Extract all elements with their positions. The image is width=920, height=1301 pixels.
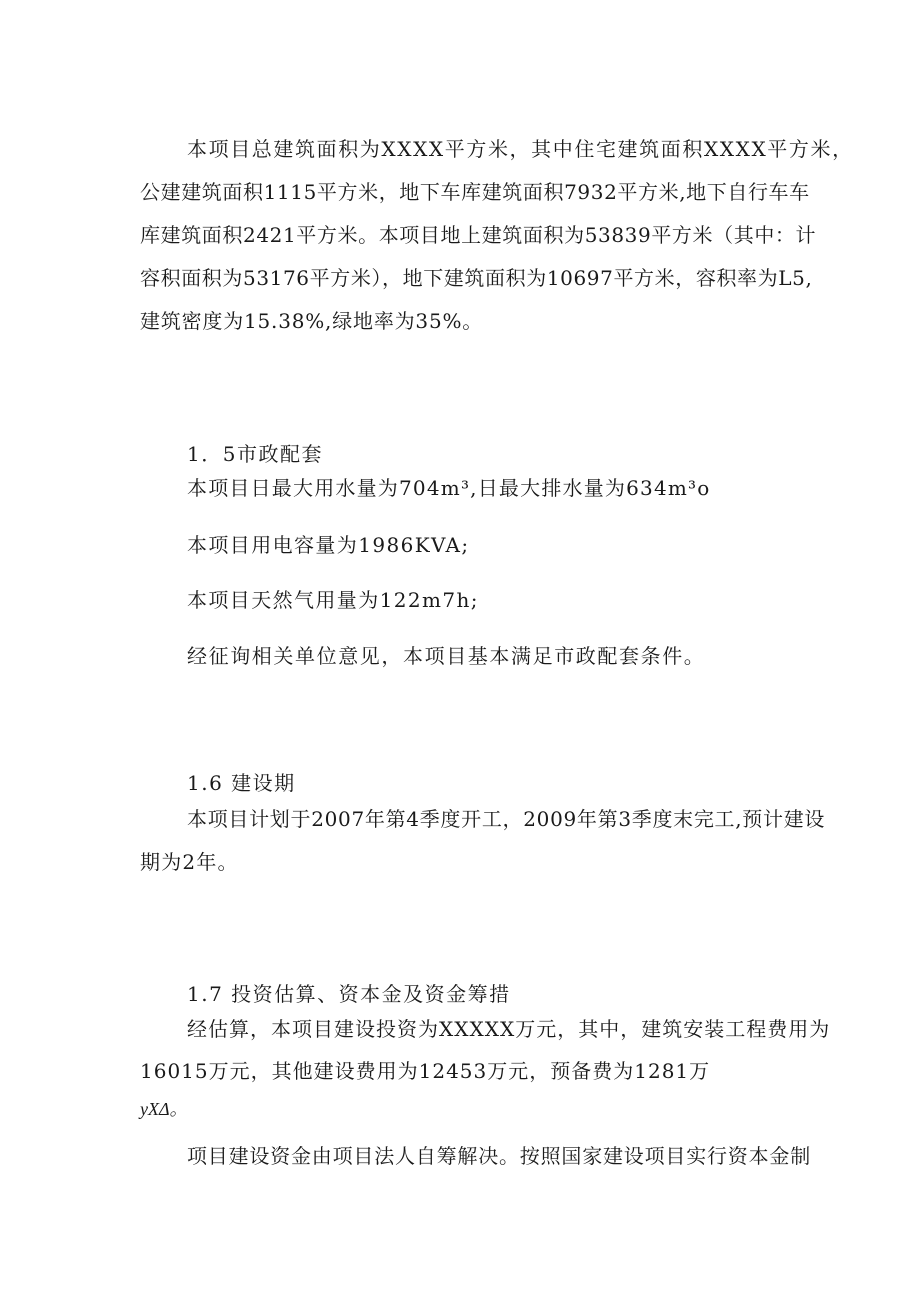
paragraph-line: 项目建设资金由项目法人自筹解决。按照国家建设项目实行资本金制 bbox=[187, 1144, 811, 1168]
paragraph-line: 公建建筑面积1115平方米，地下车库建筑面积7932平方米,地下自行车车 bbox=[140, 180, 810, 204]
paragraph-line: 建筑密度为15.38%,绿地率为35%。 bbox=[140, 309, 484, 333]
paragraph-line: 本项目计划于2007年第4季度开工，2009年第3季度末完工,预计建设 bbox=[187, 807, 826, 831]
paragraph-line: 本项目日最大用水量为704m³,日最大排水量为634m³o bbox=[187, 476, 711, 500]
paragraph-line: 本项目总建筑面积为XXXX平方米，其中住宅建筑面积XXXX平方米， bbox=[187, 137, 854, 161]
paragraph-line: 本项目天然气用量为122m7h; bbox=[187, 588, 479, 612]
paragraph-line: 16015万元，其他建设费用为12453万元，预备费为1281万 bbox=[140, 1059, 711, 1083]
paragraph-line: 库建筑面积2421平方米。本项目地上建筑面积为53839平方米（其中：计 bbox=[140, 223, 817, 247]
paragraph-line: 期为2年。 bbox=[140, 850, 239, 874]
paragraph-line: 容积面积为53176平方米），地下建筑面积为10697平方米，容积率为L5, bbox=[140, 266, 813, 290]
section-heading: 1.7 投资估算、资本金及资金筹措 bbox=[187, 982, 511, 1006]
section-heading: 1.6 建设期 bbox=[187, 771, 296, 795]
paragraph-line: 经估算，本项目建设投资为XXXXX万元，其中，建筑安装工程费用为 bbox=[187, 1017, 831, 1041]
paragraph-line: 经征询相关单位意见，本项目基本满足市政配套条件。 bbox=[187, 644, 706, 668]
paragraph-line: 本项目用电容量为1986KVA; bbox=[187, 533, 470, 557]
section-heading: 1．5市政配套 bbox=[187, 442, 323, 466]
paragraph-line: yXΔ。 bbox=[140, 1099, 188, 1119]
